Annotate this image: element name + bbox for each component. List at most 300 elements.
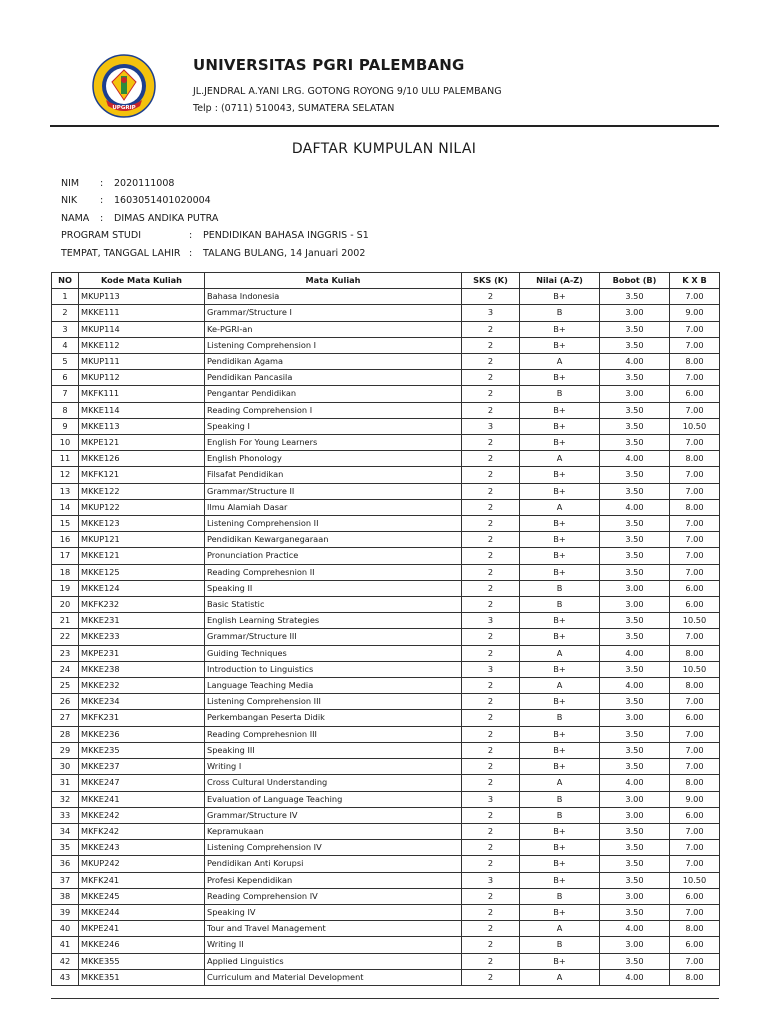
course-sks: 2 [462, 921, 520, 937]
row-no: 1 [52, 289, 79, 305]
ttl-sep: : [189, 248, 193, 259]
table-row [52, 807, 720, 823]
table-row [52, 451, 720, 467]
table-row [52, 370, 720, 386]
course-grade: B+ [520, 872, 600, 888]
row-no: 31 [52, 775, 79, 791]
course-sks: 2 [462, 710, 520, 726]
course-grade: B+ [520, 548, 600, 564]
course-kxb: 8.00 [670, 354, 720, 370]
course-weight: 3.00 [600, 791, 670, 807]
course-name: Grammar/Structure I [205, 305, 462, 321]
course-grade: B+ [520, 370, 600, 386]
course-weight: 4.00 [600, 969, 670, 985]
header-divider [50, 125, 719, 127]
col-header-grade: Nilai (A-Z) [520, 273, 600, 289]
course-name: Listening Comprehension IV [205, 840, 462, 856]
grades-table-body [52, 289, 720, 986]
table-row [52, 694, 720, 710]
course-name: Profesi Kependidikan [205, 872, 462, 888]
course-code: MKKE125 [79, 564, 205, 580]
course-weight: 3.50 [600, 435, 670, 451]
table-row [52, 613, 720, 629]
course-grade: B+ [520, 467, 600, 483]
course-weight: 3.50 [600, 629, 670, 645]
row-no: 20 [52, 597, 79, 613]
course-grade: A [520, 451, 600, 467]
row-no: 26 [52, 694, 79, 710]
course-grade: B [520, 888, 600, 904]
row-no: 16 [52, 532, 79, 548]
ttl-label: TEMPAT, TANGGAL LAHIR [61, 248, 181, 259]
course-name: Guiding Techniques [205, 645, 462, 661]
course-weight: 4.00 [600, 775, 670, 791]
course-code: MKFK232 [79, 597, 205, 613]
course-kxb: 8.00 [670, 921, 720, 937]
course-weight: 3.50 [600, 337, 670, 353]
course-name: Speaking IV [205, 904, 462, 920]
table-row [52, 629, 720, 645]
course-weight: 3.50 [600, 694, 670, 710]
course-kxb: 7.00 [670, 289, 720, 305]
course-weight: 3.50 [600, 742, 670, 758]
course-name: Speaking III [205, 742, 462, 758]
course-weight: 4.00 [600, 499, 670, 515]
row-no: 25 [52, 678, 79, 694]
course-name: Listening Comprehension II [205, 516, 462, 532]
course-grade: B+ [520, 694, 600, 710]
row-no: 8 [52, 402, 79, 418]
course-kxb: 7.00 [670, 483, 720, 499]
course-sks: 2 [462, 969, 520, 985]
table-row [52, 289, 720, 305]
course-sks: 2 [462, 678, 520, 694]
table-row [52, 791, 720, 807]
row-no: 11 [52, 451, 79, 467]
course-weight: 3.50 [600, 402, 670, 418]
course-weight: 3.50 [600, 516, 670, 532]
course-grade: B+ [520, 904, 600, 920]
table-row [52, 872, 720, 888]
course-kxb: 10.50 [670, 613, 720, 629]
course-code: MKKE123 [79, 516, 205, 532]
course-grade: B [520, 710, 600, 726]
row-no: 17 [52, 548, 79, 564]
course-kxb: 7.00 [670, 840, 720, 856]
prodi-sep: : [189, 230, 193, 241]
course-name: Grammar/Structure II [205, 483, 462, 499]
nik-sep: : [100, 195, 104, 206]
course-weight: 4.00 [600, 354, 670, 370]
course-kxb: 6.00 [670, 807, 720, 823]
table-row [52, 937, 720, 953]
course-grade: B+ [520, 661, 600, 677]
course-name: Reading Comprehension I [205, 402, 462, 418]
course-grade: B+ [520, 613, 600, 629]
table-row [52, 499, 720, 515]
row-no: 39 [52, 904, 79, 920]
table-row [52, 726, 720, 742]
course-weight: 3.00 [600, 386, 670, 402]
table-row [52, 969, 720, 985]
course-weight: 3.50 [600, 532, 670, 548]
course-code: MKKE234 [79, 694, 205, 710]
course-code: MKKE235 [79, 742, 205, 758]
course-name: Bahasa Indonesia [205, 289, 462, 305]
course-name: Pendidikan Agama [205, 354, 462, 370]
course-sks: 2 [462, 807, 520, 823]
course-sks: 2 [462, 532, 520, 548]
course-kxb: 6.00 [670, 597, 720, 613]
course-grade: B+ [520, 516, 600, 532]
course-weight: 3.50 [600, 661, 670, 677]
course-grade: B+ [520, 532, 600, 548]
table-row [52, 678, 720, 694]
course-grade: A [520, 354, 600, 370]
course-name: Reading Comprehesnion II [205, 564, 462, 580]
course-code: MKKE238 [79, 661, 205, 677]
course-sks: 2 [462, 321, 520, 337]
course-weight: 3.50 [600, 321, 670, 337]
course-grade: B+ [520, 856, 600, 872]
course-kxb: 10.50 [670, 418, 720, 434]
course-sks: 2 [462, 499, 520, 515]
course-kxb: 7.00 [670, 370, 720, 386]
course-kxb: 8.00 [670, 451, 720, 467]
course-code: MKPE241 [79, 921, 205, 937]
course-kxb: 7.00 [670, 759, 720, 775]
course-kxb: 7.00 [670, 402, 720, 418]
course-code: MKKE122 [79, 483, 205, 499]
course-grade: B [520, 597, 600, 613]
row-no: 34 [52, 823, 79, 839]
row-no: 15 [52, 516, 79, 532]
row-no: 28 [52, 726, 79, 742]
course-sks: 2 [462, 337, 520, 353]
table-row [52, 580, 720, 596]
course-weight: 3.50 [600, 613, 670, 629]
course-sks: 2 [462, 516, 520, 532]
course-code: MKKE351 [79, 969, 205, 985]
row-no: 37 [52, 872, 79, 888]
course-name: Listening Comprehension I [205, 337, 462, 353]
row-no: 27 [52, 710, 79, 726]
course-name: Pronunciation Practice [205, 548, 462, 564]
col-header-course: Mata Kuliah [205, 273, 462, 289]
course-weight: 3.00 [600, 597, 670, 613]
course-sks: 3 [462, 305, 520, 321]
course-grade: B+ [520, 402, 600, 418]
prodi-value: PENDIDIKAN BAHASA INGGRIS - S1 [203, 230, 369, 241]
course-name: Writing I [205, 759, 462, 775]
course-sks: 3 [462, 418, 520, 434]
course-name: Speaking I [205, 418, 462, 434]
course-name: Reading Comprehension IV [205, 888, 462, 904]
course-code: MKKE233 [79, 629, 205, 645]
nik-value: 1603051401020004 [114, 195, 211, 206]
course-name: Reading Comprehesnion III [205, 726, 462, 742]
document-title: DAFTAR KUMPULAN NILAI [291, 141, 477, 157]
course-code: MKKE126 [79, 451, 205, 467]
table-row [52, 921, 720, 937]
table-row [52, 321, 720, 337]
course-name: Ke-PGRI-an [205, 321, 462, 337]
course-kxb: 6.00 [670, 580, 720, 596]
course-code: MKKE232 [79, 678, 205, 694]
course-sks: 2 [462, 856, 520, 872]
row-no: 4 [52, 337, 79, 353]
col-header-no: NO [52, 273, 79, 289]
course-grade: B [520, 386, 600, 402]
course-code: MKUP113 [79, 289, 205, 305]
course-code: MKKE241 [79, 791, 205, 807]
row-no: 30 [52, 759, 79, 775]
table-row [52, 548, 720, 564]
course-sks: 2 [462, 402, 520, 418]
course-grade: B+ [520, 337, 600, 353]
course-kxb: 7.00 [670, 953, 720, 969]
row-no: 22 [52, 629, 79, 645]
course-sks: 2 [462, 483, 520, 499]
course-code: MKFK111 [79, 386, 205, 402]
course-sks: 2 [462, 386, 520, 402]
col-header-sks: SKS (K) [462, 273, 520, 289]
course-code: MKKE236 [79, 726, 205, 742]
table-row [52, 564, 720, 580]
course-kxb: 8.00 [670, 499, 720, 515]
course-code: MKFK231 [79, 710, 205, 726]
row-no: 6 [52, 370, 79, 386]
course-kxb: 7.00 [670, 904, 720, 920]
row-no: 42 [52, 953, 79, 969]
table-row [52, 742, 720, 758]
course-kxb: 7.00 [670, 532, 720, 548]
course-weight: 3.50 [600, 856, 670, 872]
course-grade: B [520, 937, 600, 953]
course-weight: 3.00 [600, 937, 670, 953]
row-no: 36 [52, 856, 79, 872]
nama-value: DIMAS ANDIKA PUTRA [114, 213, 219, 224]
table-row [52, 710, 720, 726]
course-name: Listening Comprehension III [205, 694, 462, 710]
course-sks: 3 [462, 872, 520, 888]
row-no: 19 [52, 580, 79, 596]
row-no: 40 [52, 921, 79, 937]
course-kxb: 9.00 [670, 791, 720, 807]
col-header-code: Kode Mata Kuliah [79, 273, 205, 289]
course-kxb: 8.00 [670, 645, 720, 661]
course-sks: 2 [462, 775, 520, 791]
course-weight: 3.50 [600, 953, 670, 969]
course-name: Introduction to Linguistics [205, 661, 462, 677]
course-grade: B+ [520, 726, 600, 742]
university-name: UNIVERSITAS PGRI PALEMBANG [193, 56, 465, 74]
course-name: Grammar/Structure III [205, 629, 462, 645]
row-no: 9 [52, 418, 79, 434]
grades-table [51, 272, 720, 986]
course-name: Perkembangan Peserta Didik [205, 710, 462, 726]
course-code: MKPE231 [79, 645, 205, 661]
course-name: Language Teaching Media [205, 678, 462, 694]
course-code: MKFK241 [79, 872, 205, 888]
course-grade: B+ [520, 629, 600, 645]
table-row [52, 467, 720, 483]
course-code: MKUP114 [79, 321, 205, 337]
course-code: MKKE111 [79, 305, 205, 321]
course-weight: 3.50 [600, 759, 670, 775]
course-name: Kepramukaan [205, 823, 462, 839]
course-name: Writing II [205, 937, 462, 953]
course-kxb: 6.00 [670, 888, 720, 904]
table-row [52, 354, 720, 370]
course-name: Speaking II [205, 580, 462, 596]
course-sks: 2 [462, 888, 520, 904]
table-row [52, 516, 720, 532]
course-kxb: 10.50 [670, 872, 720, 888]
table-row [52, 840, 720, 856]
course-weight: 3.00 [600, 305, 670, 321]
course-grade: B+ [520, 759, 600, 775]
course-sks: 2 [462, 564, 520, 580]
row-no: 5 [52, 354, 79, 370]
course-weight: 4.00 [600, 678, 670, 694]
course-weight: 4.00 [600, 645, 670, 661]
course-code: MKKE112 [79, 337, 205, 353]
course-weight: 3.50 [600, 904, 670, 920]
course-grade: B+ [520, 289, 600, 305]
course-code: MKKE244 [79, 904, 205, 920]
course-name: Pendidikan Anti Korupsi [205, 856, 462, 872]
course-sks: 2 [462, 467, 520, 483]
table-header-row [52, 273, 720, 289]
course-weight: 3.00 [600, 807, 670, 823]
course-sks: 2 [462, 759, 520, 775]
table-row [52, 661, 720, 677]
table-row [52, 337, 720, 353]
course-name: Tour and Travel Management [205, 921, 462, 937]
table-row [52, 953, 720, 969]
course-kxb: 9.00 [670, 305, 720, 321]
table-row [52, 856, 720, 872]
course-weight: 3.50 [600, 370, 670, 386]
row-no: 14 [52, 499, 79, 515]
table-row [52, 597, 720, 613]
university-logo [92, 54, 156, 118]
ttl-value: TALANG BULANG, 14 Januari 2002 [203, 248, 366, 259]
course-name: English Learning Strategies [205, 613, 462, 629]
row-no: 7 [52, 386, 79, 402]
table-row [52, 823, 720, 839]
row-no: 38 [52, 888, 79, 904]
course-code: MKKE114 [79, 402, 205, 418]
course-grade: B+ [520, 483, 600, 499]
course-grade: A [520, 921, 600, 937]
course-code: MKUP111 [79, 354, 205, 370]
course-code: MKKE243 [79, 840, 205, 856]
course-code: MKPE121 [79, 435, 205, 451]
nama-label: NAMA [61, 213, 90, 224]
table-row [52, 483, 720, 499]
table-row [52, 402, 720, 418]
course-sks: 2 [462, 726, 520, 742]
course-grade: A [520, 645, 600, 661]
course-code: MKFK121 [79, 467, 205, 483]
course-grade: B+ [520, 840, 600, 856]
course-code: MKKE355 [79, 953, 205, 969]
row-no: 32 [52, 791, 79, 807]
row-no: 18 [52, 564, 79, 580]
course-weight: 3.50 [600, 823, 670, 839]
course-code: MKKE242 [79, 807, 205, 823]
course-kxb: 7.00 [670, 694, 720, 710]
table-row [52, 532, 720, 548]
course-code: MKKE113 [79, 418, 205, 434]
course-name: Filsafat Pendidikan [205, 467, 462, 483]
table-row [52, 386, 720, 402]
course-sks: 2 [462, 435, 520, 451]
course-grade: A [520, 775, 600, 791]
row-no: 3 [52, 321, 79, 337]
course-name: Cross Cultural Understanding [205, 775, 462, 791]
table-row [52, 305, 720, 321]
course-sks: 3 [462, 661, 520, 677]
course-code: MKKE247 [79, 775, 205, 791]
course-sks: 2 [462, 694, 520, 710]
row-no: 43 [52, 969, 79, 985]
course-name: Evaluation of Language Teaching [205, 791, 462, 807]
course-sks: 2 [462, 742, 520, 758]
course-sks: 2 [462, 370, 520, 386]
course-kxb: 7.00 [670, 435, 720, 451]
table-row [52, 775, 720, 791]
col-header-kxb: K X B [670, 273, 720, 289]
course-name: Grammar/Structure IV [205, 807, 462, 823]
table-row [52, 888, 720, 904]
course-kxb: 7.00 [670, 321, 720, 337]
course-kxb: 6.00 [670, 386, 720, 402]
course-grade: B+ [520, 564, 600, 580]
course-kxb: 8.00 [670, 969, 720, 985]
course-weight: 3.50 [600, 467, 670, 483]
course-weight: 3.00 [600, 710, 670, 726]
course-code: MKFK242 [79, 823, 205, 839]
course-sks: 2 [462, 823, 520, 839]
course-kxb: 10.50 [670, 661, 720, 677]
row-no: 24 [52, 661, 79, 677]
course-kxb: 7.00 [670, 629, 720, 645]
course-weight: 3.50 [600, 564, 670, 580]
nim-label: NIM [61, 178, 80, 189]
course-sks: 3 [462, 791, 520, 807]
course-name: Curriculum and Material Development [205, 969, 462, 985]
nama-sep: : [100, 213, 104, 224]
course-grade: B+ [520, 823, 600, 839]
course-weight: 3.50 [600, 726, 670, 742]
course-name: Basic Statistic [205, 597, 462, 613]
course-code: MKKE231 [79, 613, 205, 629]
course-name: English For Young Learners [205, 435, 462, 451]
course-name: English Phonology [205, 451, 462, 467]
course-sks: 2 [462, 840, 520, 856]
course-code: MKUP121 [79, 532, 205, 548]
row-no: 13 [52, 483, 79, 499]
course-name: Applied Linguistics [205, 953, 462, 969]
course-name: Pendidikan Kewarganegaraan [205, 532, 462, 548]
row-no: 35 [52, 840, 79, 856]
course-kxb: 6.00 [670, 710, 720, 726]
course-sks: 2 [462, 953, 520, 969]
course-weight: 3.50 [600, 418, 670, 434]
